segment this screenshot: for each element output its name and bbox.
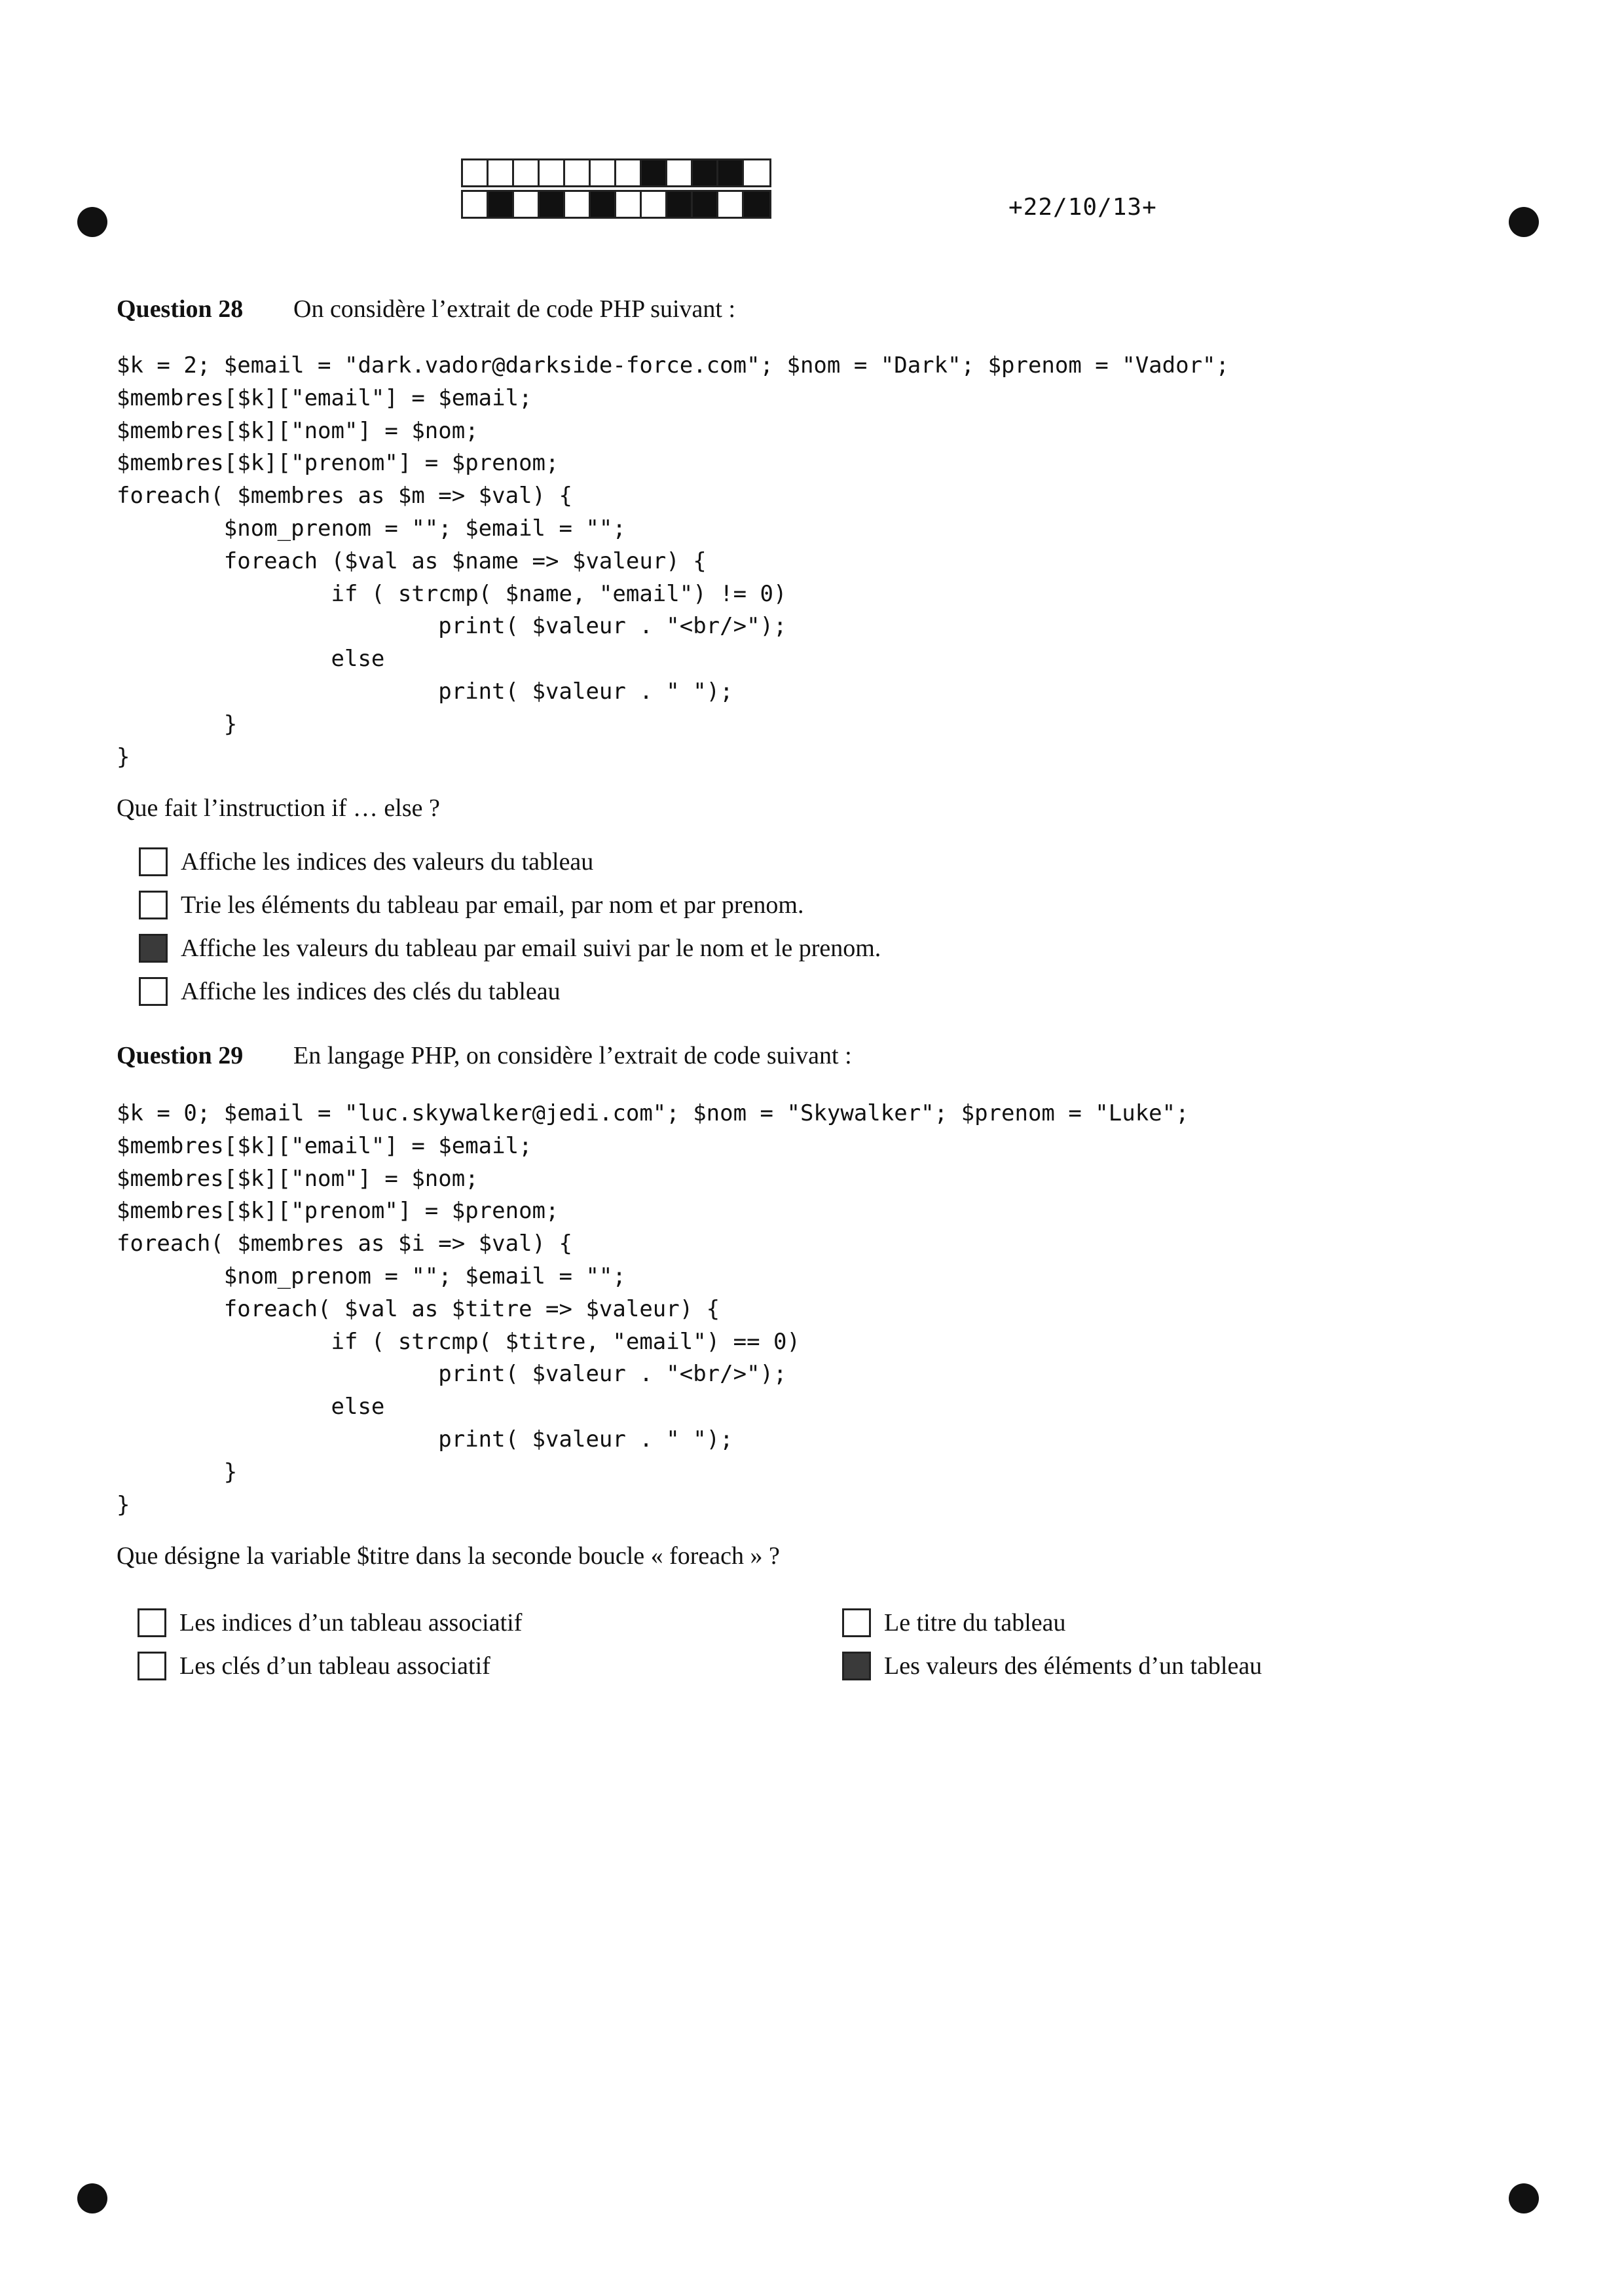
- barcode-cell: [718, 192, 744, 217]
- question-29-prompt: Que désigne la variable $titre dans la seconde boucle « foreach » ?: [117, 1542, 780, 1570]
- barcode-cell: [642, 192, 667, 217]
- question-28-choice[interactable]: [139, 934, 881, 963]
- question-29-choice[interactable]: [138, 1608, 522, 1637]
- choice-label: Le titre du tableau: [884, 1609, 1066, 1637]
- question-28-header: [117, 295, 735, 324]
- choice-label: Affiche les indices des clés du tableau: [181, 978, 561, 1005]
- barcode-cell: [463, 160, 489, 185]
- registration-mark-bottom-left: [77, 2183, 107, 2213]
- barcode-cell: [489, 160, 514, 185]
- barcode-row-1: [461, 158, 771, 187]
- question-29-label: Question 29: [117, 1042, 244, 1069]
- barcode-cell: [616, 160, 642, 185]
- checkbox[interactable]: [842, 1608, 871, 1637]
- barcode-cell: [693, 160, 718, 185]
- choice-label: Affiche les indices des valeurs du tableau: [181, 848, 594, 876]
- barcode-row-2: [461, 190, 771, 219]
- choice-label: Trie les éléments du tableau par email, par nom et par prenom.: [181, 891, 804, 919]
- barcode-cell: [565, 192, 591, 217]
- checkbox-checked[interactable]: [842, 1652, 871, 1680]
- barcode-cell: [616, 192, 642, 217]
- barcode-cell: [744, 192, 769, 217]
- question-28-intro: On considère l’extrait de code PHP suivant :: [293, 295, 736, 323]
- registration-mark-top-left: [77, 207, 107, 237]
- choice-label: Affiche les valeurs du tableau par email suivi par le nom et le prenom.: [181, 935, 881, 962]
- question-28-code: $k = 2; $email = "dark.vador@darkside-force.com"; $nom = "Dark"; $prenom = "Vador"; $membres[$k]["email"] = $email; $membres[$k]["nom"] = $nom; $membres[$k]["prenom"] = $prenom; foreach( $membres as $m => $val) { $nom_prenom = ""; $email = ""; foreach ($val as $name => $valeur) { if ( strcmp( $name, "email") != 0) print( $valeur . "<br/>"); else print( $valeur . " "); } }: [117, 352, 1229, 770]
- choice-label: Les clés d’un tableau associatif: [179, 1652, 490, 1680]
- question-28-choice[interactable]: [139, 891, 803, 919]
- barcode-cell: [667, 192, 693, 217]
- question-29-header: [117, 1041, 852, 1070]
- barcode-cell: [514, 160, 540, 185]
- barcode-cell: [744, 160, 769, 185]
- barcode-cell: [565, 160, 591, 185]
- choice-label: Les valeurs des éléments d’un tableau: [884, 1652, 1263, 1680]
- checkbox-checked[interactable]: [139, 934, 168, 963]
- barcode-cell: [591, 192, 616, 217]
- question-28-choice[interactable]: [139, 847, 593, 876]
- barcode-cell: [489, 192, 514, 217]
- barcode-cell: [667, 160, 693, 185]
- question-29-choice[interactable]: [842, 1652, 1262, 1680]
- barcode-cell: [642, 160, 667, 185]
- barcode-cell: [718, 160, 744, 185]
- question-28-prompt: Que fait l’instruction if … else ?: [117, 794, 440, 822]
- barcode-cell: [693, 192, 718, 217]
- question-29-choice[interactable]: [138, 1652, 490, 1680]
- barcode-cell: [514, 192, 540, 217]
- question-29-code: $k = 0; $email = "luc.skywalker@jedi.com"; $nom = "Skywalker"; $prenom = "Luke"; $membres[$k]["email"] = $email; $membres[$k]["nom"] = $nom; $membres[$k]["prenom"] = $prenom; foreach( $membres as $i => $val) { $nom_prenom = ""; $email = ""; foreach( $val as $titre => $valeur) { if ( strcmp( $titre, "email") == 0) print( $valeur . "<br/>"); else print( $valeur . " "); } }: [117, 1100, 1189, 1518]
- page-id: +22/10/13+: [1008, 194, 1157, 221]
- question-28-choice[interactable]: [139, 977, 561, 1006]
- barcode-cell: [540, 192, 565, 217]
- question-28-label: Question 28: [117, 295, 244, 323]
- checkbox[interactable]: [139, 847, 168, 876]
- checkbox[interactable]: [139, 891, 168, 919]
- registration-mark-top-right: [1509, 207, 1539, 237]
- question-29-intro: En langage PHP, on considère l’extrait de code suivant :: [293, 1042, 852, 1069]
- checkbox[interactable]: [139, 977, 168, 1006]
- question-29-choice[interactable]: [842, 1608, 1066, 1637]
- barcode-cell: [591, 160, 616, 185]
- checkbox[interactable]: [138, 1652, 166, 1680]
- checkbox[interactable]: [138, 1608, 166, 1637]
- barcode-cell: [463, 192, 489, 217]
- registration-mark-bottom-right: [1509, 2183, 1539, 2213]
- barcode-cell: [540, 160, 565, 185]
- choice-label: Les indices d’un tableau associatif: [179, 1609, 523, 1637]
